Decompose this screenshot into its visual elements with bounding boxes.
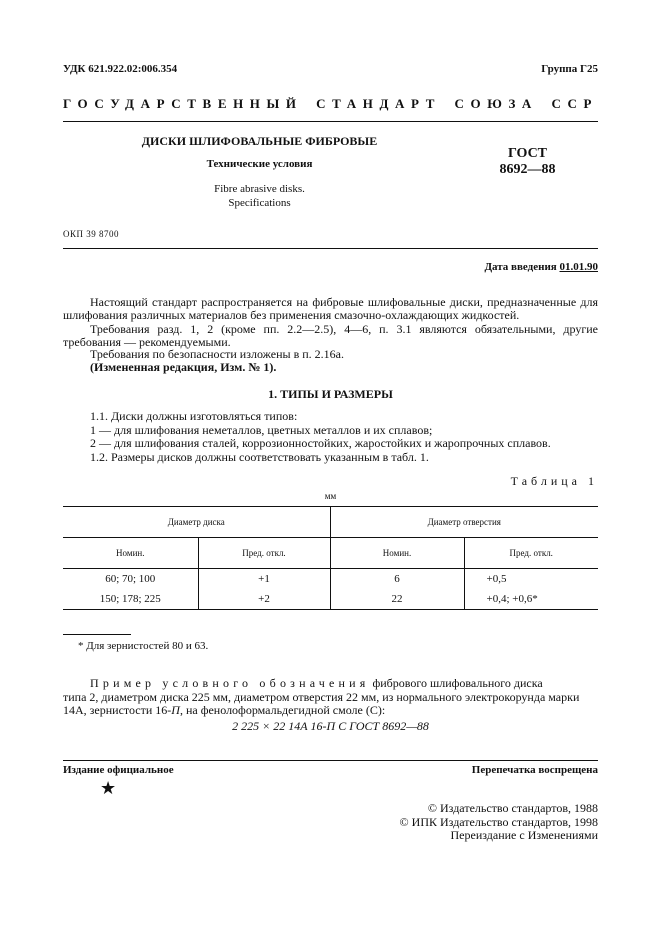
example-line-1-rest: фибрового шлифовального диска: [372, 676, 543, 690]
example-line-3: [63, 704, 598, 717]
section-1-line-4: 1.2. Размеры дисков должны соответствовать указанным в табл. 1.: [90, 450, 429, 464]
header-disk-diameter: Диаметр диска: [63, 507, 330, 538]
state-word-2: СТАНДАРТ: [316, 96, 441, 111]
dimensions-table: [63, 506, 598, 610]
col-hole-tolerance: Пред. откл.: [464, 538, 598, 569]
table-group-header-row: [63, 507, 598, 538]
state-standard-heading: [63, 96, 598, 112]
table-cell: 6: [330, 569, 464, 590]
reprint-prohibited-label: Перепечатка воспрещена: [471, 764, 598, 776]
col-disk-tolerance: Пред. откл.: [198, 538, 330, 569]
udk-code: УДК 621.922.02:006.354: [63, 63, 178, 75]
table-row: [63, 589, 598, 610]
col-disk-nominal: Номин.: [63, 538, 198, 569]
copyright-line-1: © Издательство стандартов, 1988: [427, 801, 598, 815]
header-hole-diameter: Диаметр отверстия: [330, 507, 598, 538]
col-hole-nominal: Номин.: [330, 538, 464, 569]
table-unit: мм: [324, 491, 337, 501]
example-line-3-a: 14А, зернистости 16-: [63, 703, 172, 717]
state-word-1: ГОСУДАРСТВЕННЫЙ: [63, 96, 303, 111]
header-rule: [63, 121, 598, 122]
title-en-line-2: Specifications: [228, 197, 291, 209]
example-line-3-b: П: [171, 703, 180, 717]
intro-paragraph-1: Настоящий стандарт распространяется на фибровые шлифовальные диски, предназначенные для шлифования различных материалов без применения смазочно-охлаждающих жидкостей.: [63, 295, 598, 322]
document-title: ДИСКИ ШЛИФОВАЛЬНЫЕ ФИБРОВЫЕ: [141, 134, 378, 148]
table-cell: 60; 70; 100: [105, 573, 156, 585]
table-footnote: * Для зернистостей 80 и 63.: [78, 640, 209, 652]
table-label: Таблица 1: [510, 474, 598, 488]
gost-label: ГОСТ: [507, 146, 548, 161]
table-cell: 150; 178; 225: [63, 589, 198, 610]
table-cell: +0,5: [464, 569, 598, 590]
intro-paragraph-3: Требования по безопасности изложены в п. 2.16а.: [90, 347, 345, 361]
gost-code: 8692—88: [499, 162, 556, 177]
table-cell: +0,4; +0,6*: [464, 589, 598, 610]
copyright-line-2: © ИПК Издательство стандартов, 1998: [399, 815, 598, 829]
table-cell: 22: [330, 589, 464, 610]
footer-rule: [63, 760, 598, 761]
table-row: [63, 569, 598, 590]
example-line-1: [63, 677, 598, 690]
section-1-line-2: 1 — для шлифования неметаллов, цветных металлов и их сплавов;: [90, 423, 433, 437]
intro-paragraph-2: Требования разд. 1, 2 (кроме пп. 2.2—2.5), 4—6, п. 3.1 являются обязательными, другие требования — рекомендуемыми.: [63, 322, 598, 349]
section-1-title: 1. ТИПЫ И РАЗМЕРЫ: [268, 387, 393, 401]
table-cell: +1: [198, 569, 330, 590]
okp-code: ОКП 39 8700: [63, 229, 120, 239]
introduction-date: [484, 261, 598, 273]
example-line-2: типа 2, диаметром диска 225 мм, диаметром отверстия 22 мм, из нормального электрокорунда марки: [63, 690, 580, 704]
document-title-english: [63, 182, 456, 210]
official-edition-label: Издание официальное: [63, 764, 174, 776]
intro-paragraph-4: (Измененная редакция, Изм. № 1).: [90, 360, 277, 374]
star-icon: ★: [100, 778, 117, 798]
state-word-4: ССР: [551, 96, 598, 111]
date-label: Дата введения: [484, 261, 557, 273]
example-formula: 2 225 × 22 14А 16-П С ГОСТ 8692—88: [232, 719, 429, 733]
state-word-3: СОЮЗА: [454, 96, 538, 111]
gost-number: [480, 146, 575, 178]
example-lead: Пример условного обозначения: [90, 676, 370, 690]
table-column-header-row: [63, 538, 598, 569]
footnote-rule: [63, 634, 131, 635]
section-1-line-1: 1.1. Диски должны изготовляться типов:: [90, 409, 298, 423]
date-value: 01.01.90: [559, 261, 598, 273]
document-subtitle: Технические условия: [206, 158, 313, 170]
group-code: Группа Г25: [541, 63, 598, 75]
okp-rule: [63, 248, 598, 249]
table-cell: +2: [198, 589, 330, 610]
example-line-3-c: , на фенолоформальдегидной смоле (С):: [179, 703, 386, 717]
title-en-line-1: Fibre abrasive disks.: [214, 183, 305, 195]
copyright-line-3: Переиздание с Изменениями: [450, 828, 598, 842]
section-1-line-3: 2 — для шлифования сталей, коррозионностойких, жаростойких и жаропрочных сплавов.: [90, 436, 551, 450]
